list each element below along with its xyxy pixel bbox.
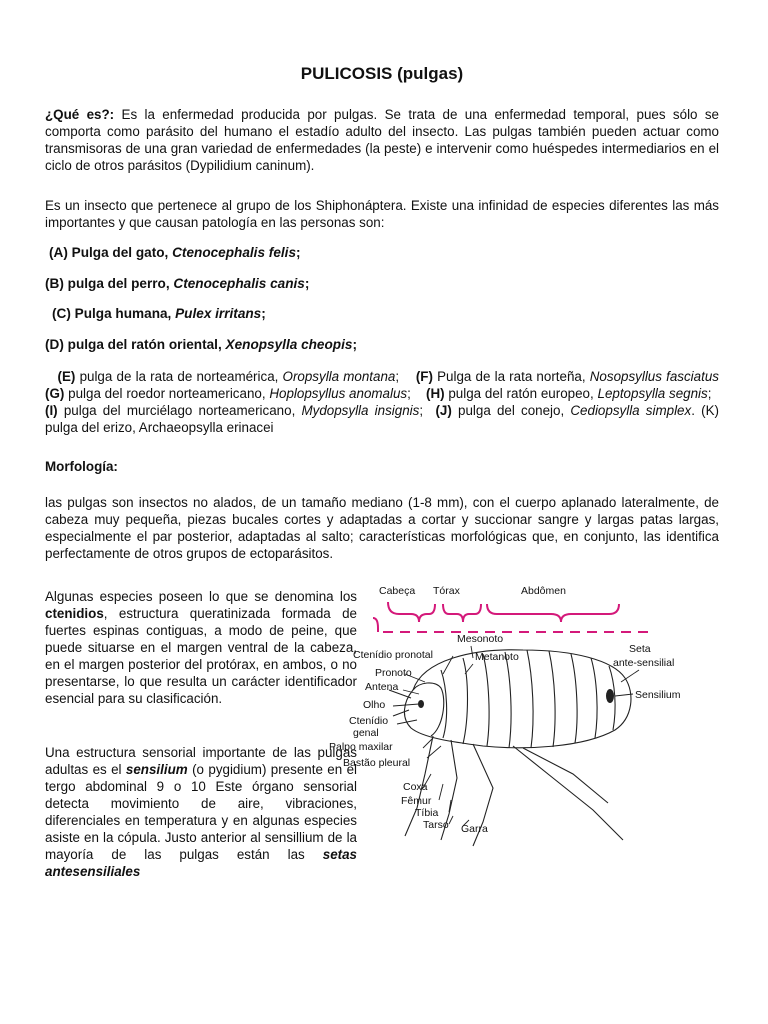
species-b: (B) pulga del perro, Ctenocephalis canis; [45, 276, 310, 291]
group-paragraph: Es un insecto que pertenece al grupo de los Shiphonáptera. Existe una infinidad de especies diferentes las más importantes y que causan patología en las personas son: [45, 198, 719, 230]
body-region-brackets [373, 602, 653, 632]
intro-text: Es la enfermedad producida por pulgas. Se trata de una enfermedad temporal, pues sólo se comporta como parásito del humano el estadío adulto del insecto. Las pulgas también pueden actuar como transmisoras de una gran variedad de enfermedades (la peste) e intervenir como huéspedes intermediarios en el ciclo de otros parásitos (Dypilidium caninum). [45, 107, 719, 173]
label-tarso: Tarso [423, 819, 449, 831]
label-cabeca: Cabeça [379, 585, 416, 597]
ctenidia-paragraph: Algunas especies poseen lo que se denomina los ctenidios, estructura queratinizada formada de fuertes espinas contiguas, a modo de peine, que puede situarse en el margen ventral de la cabeza, en el margen posterior del protórax, en ambos, o no presentarse, lo que resulta un carácter identificador esencial para su clasificación. [45, 589, 357, 706]
label-torax: Tórax [433, 585, 460, 597]
label-metanoto: Metanoto [475, 651, 519, 663]
flea-anatomy-figure [323, 578, 723, 848]
intro-paragraph [45, 106, 719, 174]
species-c: (C) Pulga humana, Pulex irritans; [52, 306, 266, 321]
page-title: PULICOSIS (pulgas) [300, 64, 464, 83]
label-olho: Olho [363, 699, 386, 711]
label-tibia: Tíbia [415, 807, 439, 819]
label-seta: Seta [629, 643, 651, 655]
species-a: (A) Pulga del gato, Ctenocephalis felis; [49, 245, 301, 260]
label-mesonoto: Mesonoto [457, 633, 504, 645]
flea-diagram [323, 578, 723, 848]
label-ante-sensilial: ante-sensilial [613, 657, 675, 669]
label-ctenidio-pronotal: Ctenídio pronotal [353, 649, 433, 661]
intro-lead: ¿Qué es?: [45, 107, 115, 122]
morphology-heading: Morfología: [45, 459, 118, 474]
other-species-paragraph: (E) pulga de la rata de norteamérica, Oropsylla montana; (F) Pulga de la rata norteña, Nosopsyllus fasciatus (G) pulga del roedor norteamericano, Hoplopsyllus anomalus; (H) pulga del ratón europeo, Leptopsylla segnis; (I) pulga del murciélago norteamericano, Mydopsylla insignis; (J) pulga del conejo, Cediopsylla simplex. (K) pulga del erizo, Archaeopsylla erinacei [45, 369, 719, 435]
label-coxa: Coxa [403, 781, 428, 793]
label-bastao-pleural: Bastão pleural [343, 757, 411, 769]
label-pronoto: Pronoto [375, 667, 412, 679]
comb-and-sensilium-marks [418, 689, 614, 708]
species-d: (D) pulga del ratón oriental, Xenopsylla cheopis; [45, 337, 357, 352]
label-ctenidio: Ctenídio [349, 715, 389, 727]
label-femur: Fêmur [401, 795, 432, 807]
label-genal: genal [353, 727, 379, 739]
label-antena: Antena [365, 681, 399, 693]
label-sensilium: Sensilium [635, 689, 681, 701]
label-abdomen: Abdômen [521, 585, 566, 597]
label-garra: Garra [461, 823, 488, 835]
sensilium-paragraph: Una estructura sensorial importante de las pulgas adultas es el sensilium (o pygidium) presente en el tergo abdominal 9 o 10 Este órgano sensorial detecta movimiento de aire, vibraciones, diferenciales en temperatura y en algunas especies asiste en la cópula. Justo anterior al sensillium de la mayoría de las pulgas están las setas antesensiliales [45, 745, 358, 879]
morphology-paragraph: las pulgas son insectos no alados, de un tamaño mediano (1-8 mm), con el cuerpo aplanado lateralmente, de cabeza muy pequeña, piezas bucales cortes y adaptadas a cortar y succionar sangre y largas patas largas, especialmente el par posterior, adaptadas al salto; características morfológicas que, en conjunto, las identifica perfectamente de otros grupos de ectoparásitos. [45, 495, 719, 561]
label-palpo-maxilar: Palpo maxilar [329, 741, 393, 753]
